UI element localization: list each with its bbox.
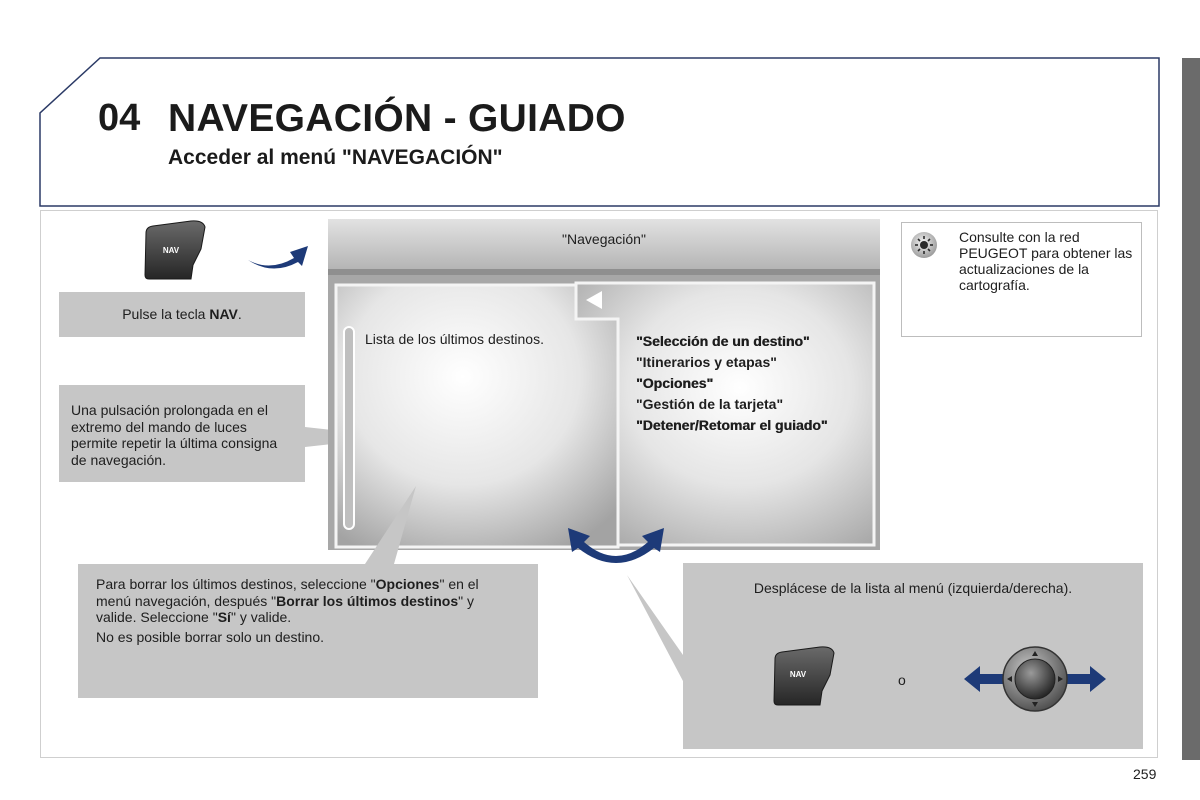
delete-history-text: Para borrar los últimos destinos, seleccione "Opciones" en el menú navegación, después "Borrar los últimos destinos" y valide. Seleccione "Sí" y valide. <box>96 576 479 625</box>
rotary-knob-icon <box>962 646 1108 714</box>
chapter-subtitle: Acceder al menú "NAVEGACIÓN" <box>168 146 503 169</box>
nav-key-label: NAV <box>162 246 180 255</box>
curved-arrow-icon <box>244 238 312 278</box>
scroll-instruction-text: Desplácese de la lista al menú (izquierda/derecha). <box>753 580 1073 596</box>
long-press-text: Una pulsación prolongada en el extremo del mando de luces permite repetir la última consigna de navegación. <box>71 402 278 468</box>
side-tab <box>1182 58 1200 760</box>
delete-single-note: No es posible borrar solo un destino. <box>96 629 325 645</box>
note-text: Consulte con la red PEUGEOT para obtener las actualizaciones de la cartografía. <box>959 229 1133 293</box>
navigation-menu <box>636 331 827 436</box>
menu-item-card-management[interactable]: "Gestión de la tarjeta" <box>636 396 784 412</box>
or-label: o <box>898 672 906 688</box>
menu-item-select-destination[interactable]: "Selección de un destino" <box>636 333 810 349</box>
nav-key-label: NAV <box>789 670 807 679</box>
menu-item-options[interactable]: "Opciones" <box>636 375 714 391</box>
last-destinations-label: Lista de los últimos destinos. <box>365 331 544 347</box>
menu-item-stop-resume[interactable]: "Detener/Retomar el guiado" <box>636 417 828 433</box>
nav-key-icon <box>141 219 207 281</box>
chapter-number: 04 <box>98 97 141 139</box>
menu-item-itineraries[interactable]: "Itinerarios y etapas" <box>636 354 777 370</box>
press-nav-text: Pulse la tecla NAV. <box>122 306 242 322</box>
screen-title: "Navegación" <box>562 231 646 247</box>
switch-panels-arrow-icon <box>564 522 670 566</box>
nav-key-icon <box>770 645 836 707</box>
chapter-title: NAVEGACIÓN - GUIADO <box>168 97 626 140</box>
lightbulb-icon <box>908 231 940 263</box>
page-number: 259 <box>1133 766 1157 782</box>
